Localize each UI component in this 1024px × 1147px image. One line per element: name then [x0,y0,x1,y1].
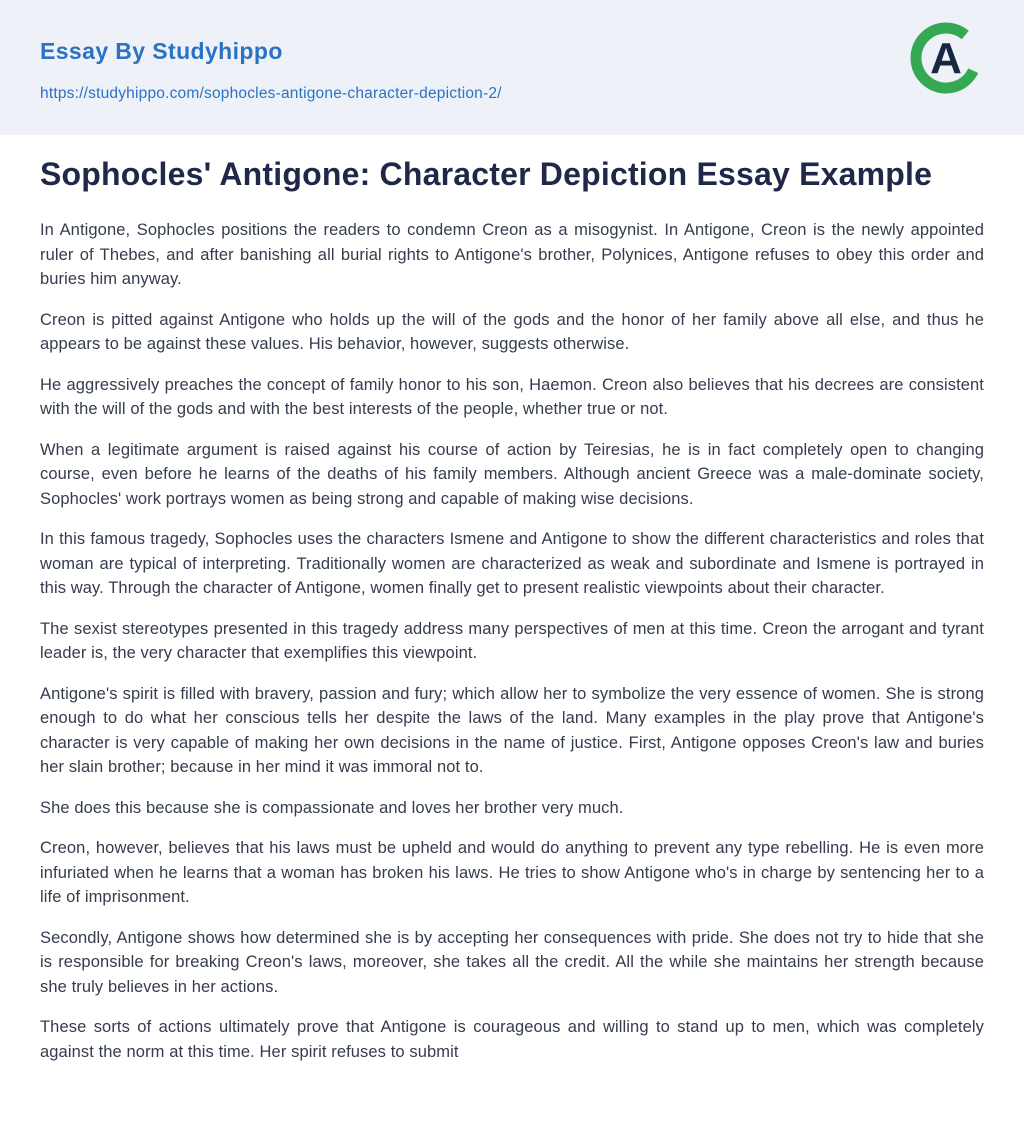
essay-paragraph: In this famous tragedy, Sophocles uses the characters Ismene and Antigone to show the different characteristics and roles that woman are typical of interpreting. Traditionally women are characterized as weak and subordinate and Ismene is portrayed in this way. Through the character of Antigone, women finally get to present realistic viewpoints about their character. [40,530,984,597]
essay-paragraph: Secondly, Antigone shows how determined she is by accepting her consequences with pride. She does not try to hide that she is responsible for breaking Creon's laws, moreover, she takes all the credit. All the while she maintains her strength because she truly believes in her actions. [40,928,984,996]
essay-content [0,135,1024,1064]
essay-title: Sophocles' Antigone: Character Depiction Essay Example [40,156,933,192]
essay-paragraph: Creon is pitted against Antigone who holds up the will of the gods and the honor of her family above all else, and thus he appears to be against these values. His behavior, however, suggests otherwise. [40,310,984,353]
essay-body [40,218,984,1064]
essay-paragraph: The sexist stereotypes presented in this tragedy address many perspectives of men at this time. Creon the arrogant and tyrant leader is, the very character that exemplifies this viewpoint. [40,619,984,662]
essay-paragraph: When a legitimate argument is raised against his course of action by Teiresias, he is in fact completely open to changing course, even before he learns of the deaths of his family members. Although ancient Greece was a male-dominate society, Sophocles' work portrays women as being strong and capable of making wise decisions. [40,440,984,508]
essay-paragraph: In Antigone, Sophocles positions the readers to condemn Creon as a misogynist. In Antigone, Creon is the newly appointed ruler of Thebes, and after banishing all burial rights to Antigone's brother, Polynices, Antigone refuses to obey this order and buries him anyway. [40,221,984,288]
essay-paragraph: These sorts of actions ultimately prove that Antigone is courageous and willing to stand up to men, which was completely against the norm at this time. Her spirit refuses to submit [40,1018,984,1061]
essay-paragraph: Creon, however, believes that his laws must be upheld and would do anything to prevent any type rebelling. He is even more infuriated when he learns that a woman has broken his laws. He tries to show Antigone who's in charge by sentencing her to a life of imprisonment. [40,839,984,906]
essay-paragraph: She does this because she is compassionate and loves her brother very much. [40,798,624,817]
studyhippo-logo [906,18,986,98]
studyhippo-logo-icon [906,18,986,98]
essay-paragraph: He aggressively preaches the concept of family honor to his son, Haemon. Creon also believes that his decrees are consistent with the will of the gods and with the best interests of the people, whether true or not. [40,375,984,418]
logo-letter: A [930,34,962,83]
essay-url-link[interactable]: https://studyhippo.com/sophocles-antigone-character-depiction-2/ [40,85,502,102]
page-header [0,0,1024,135]
essay-paragraph: Antigone's spirit is filled with bravery, passion and fury; which allow her to symbolize the very essence of women. She is strong enough to do what her conscious tells her despite the laws of the land. Many examples in the play prove that Antigone's character is very capable of making her own decisions in the name of justice. First, Antigone opposes Creon's law and buries her slain brother; because in her mind it was immoral not to. [40,684,984,776]
site-title: Essay By Studyhippo [40,38,283,64]
header-text-block [40,38,984,103]
